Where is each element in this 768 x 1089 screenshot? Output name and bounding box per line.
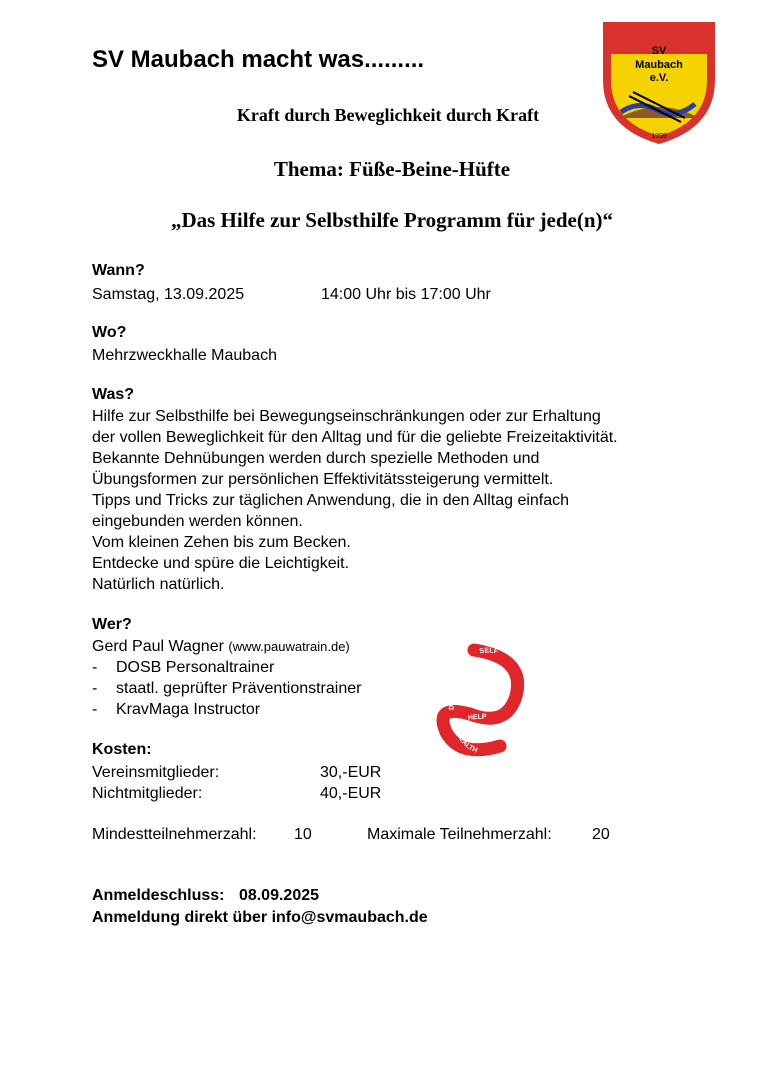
description-line: Vom kleinen Zehen bis zum Becken. [92, 534, 351, 551]
description-line: Bekannte Dehnübungen werden durch spezielle Methoden und [92, 450, 540, 467]
self-defense-logo [430, 640, 530, 758]
kosten-heading: Kosten: [92, 741, 152, 758]
deadline [92, 884, 319, 907]
trainer [92, 636, 350, 657]
logo-text-sv: SV [651, 45, 667, 57]
max-participants-value: 20 [592, 826, 610, 843]
trainer-name: Gerd Paul Wagner [92, 638, 224, 655]
wo-heading: Wo? [92, 324, 127, 341]
badge-swirl-top [470, 650, 518, 718]
price-label: Vereinsmitglieder: [92, 764, 220, 781]
event-place: Mehrzweckhalle Maubach [92, 347, 277, 364]
badge-word-defense: DEFENSE [448, 679, 471, 711]
logo-text-ev: e.V. [649, 72, 669, 84]
list-dash: - [92, 680, 98, 697]
event-time: 14:00 Uhr bis 17:00 Uhr [321, 286, 491, 303]
max-participants-label: Maximale Teilnehmerzahl: [367, 826, 552, 843]
club-logo [599, 18, 719, 148]
description-line: der vollen Beweglichkeit für den Alltag und für die geliebte Freizeitaktivität. [92, 429, 618, 446]
badge-word-help: HELP [467, 713, 487, 722]
list-item: - KravMaga Instructor [92, 701, 261, 718]
description [92, 406, 712, 595]
list-item: - staatl. geprüfter Präventionstrainer [92, 680, 362, 697]
min-participants-label: Mindestteilnehmerzahl: [92, 826, 257, 843]
price-value: 40,-EUR [320, 785, 382, 802]
wer-heading: Wer? [92, 616, 132, 633]
price-value: 30,-EUR [320, 764, 382, 781]
event-date: Samstag, 13.09.2025 [92, 286, 245, 303]
list-dash: - [92, 659, 98, 676]
logo-year: 1999 [651, 133, 667, 140]
theme-heading: Thema: Füße-Beine-Hüfte [273, 157, 511, 181]
description-line: Entdecke und spüre die Leichtigkeit. [92, 555, 350, 572]
motto-heading: „Das Hilfe zur Selbsthilfe Programm für jede(n)“ [170, 208, 614, 232]
subtitle: Kraft durch Beweglichkeit durch Kraft [236, 105, 540, 125]
deadline-label: Anmeldeschluss: [92, 887, 225, 904]
price-label: Nichtmitglieder: [92, 785, 203, 802]
description-line: Hilfe zur Selbsthilfe bei Bewegungseinschränkungen oder zur Erhaltung [92, 408, 601, 425]
registration-contact: Anmeldung direkt über info@svmaubach.de [92, 909, 428, 926]
badge-word-health: HEALTH [455, 731, 479, 755]
page-title: SV Maubach macht was......... [92, 46, 425, 73]
qualification-list [92, 657, 361, 720]
trainer-website: (www.pauwatrain.de) [228, 639, 350, 654]
list-dash: - [92, 701, 98, 718]
description-line: Natürlich natürlich. [92, 576, 225, 593]
min-participants-value: 10 [294, 826, 312, 843]
description-line: Tipps und Tricks zur täglichen Anwendung, die in den Alltag einfach [92, 492, 570, 509]
badge-word-self: SELF [478, 647, 499, 656]
description-line: Übungsformen zur persönlichen Effektivitätssteigerung vermittelt. [92, 471, 554, 488]
description-line: eingebunden werden können. [92, 513, 303, 530]
was-heading: Was? [92, 386, 135, 403]
list-item: - DOSB Personaltrainer [92, 659, 275, 676]
wann-heading: Wann? [92, 262, 145, 279]
logo-text-maubach: Maubach [635, 59, 683, 71]
deadline-value: 08.09.2025 [238, 887, 320, 904]
